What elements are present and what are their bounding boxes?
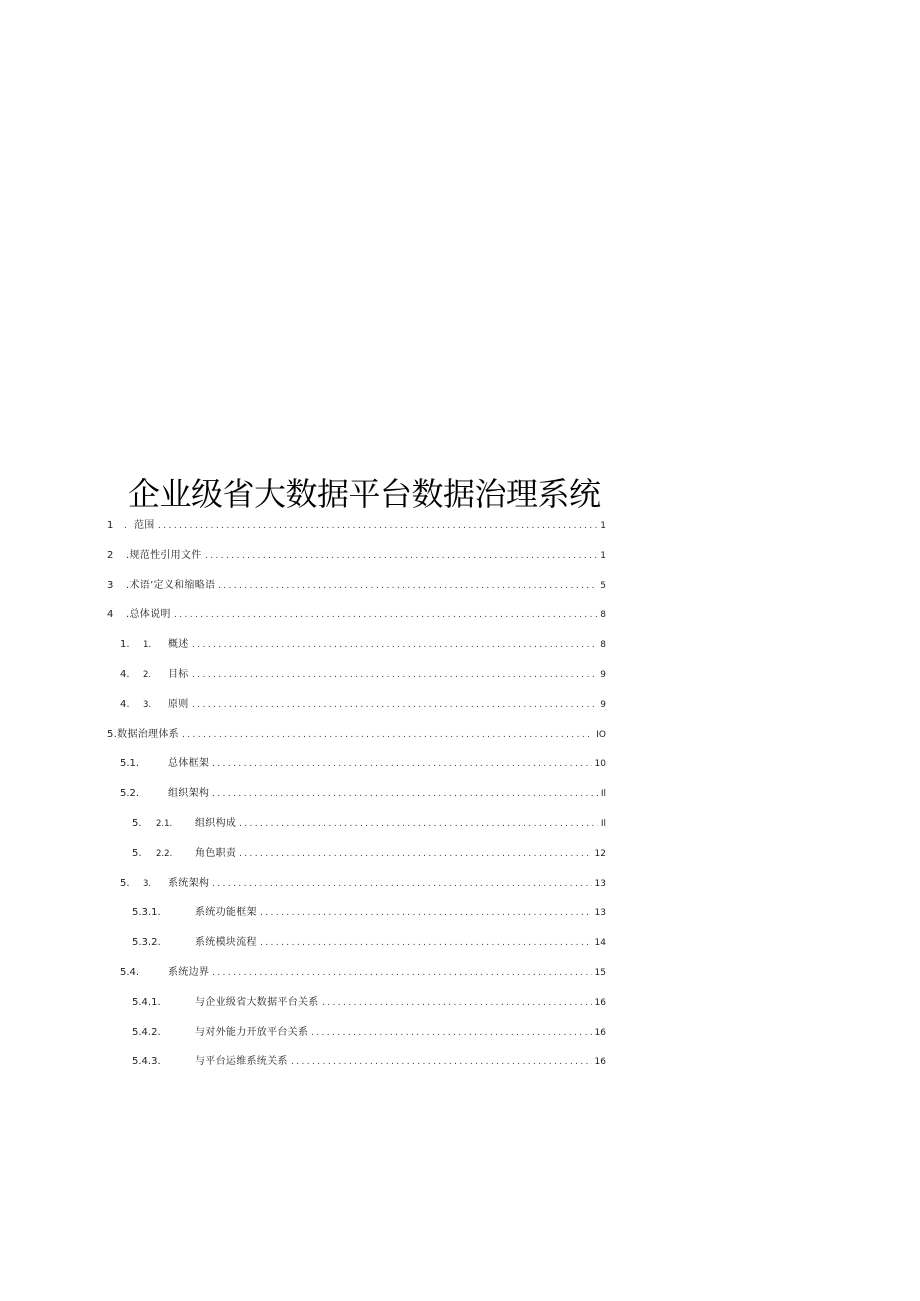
toc-leader-dots [322,996,592,1010]
toc-leader-dots [239,847,592,861]
toc-entry-page-number: 16 [594,1057,606,1068]
toc-entry-label: 目标 [168,669,189,680]
toc-entry[interactable] [0,519,920,533]
toc-entry-label: 组织架构 [168,788,210,800]
toc-leader-dots [192,698,597,712]
toc-entry[interactable] [0,1026,920,1040]
toc-leader-dots [174,608,597,622]
toc-entry-subnumber: 3. [143,699,152,710]
toc-leader-dots [260,906,592,920]
toc-leader-dots [311,1026,592,1040]
toc-entry-label: 与企业级省大数据平台关系 [195,996,319,1008]
toc-entry-page-number: 9 [600,699,606,710]
toc-entry-page-number: 13 [594,878,606,889]
toc-entry-label: 系统功能框架 [195,907,257,919]
toc-entry-number: 5.3.1. [132,907,161,919]
toc-entry-label: 系统架构 [168,877,210,889]
toc-entry-page-number: 1 [600,521,606,531]
document-title: 企业级省大数据平台数据治理系统 [128,475,601,513]
toc-entry-number: 5.4. [120,967,140,978]
toc-entry-page-number: Il [600,819,606,829]
toc-entry-page-number: 12 [594,848,606,859]
toc-leader-dots [212,877,592,891]
toc-entry[interactable] [0,966,920,980]
toc-entry[interactable] [0,847,920,861]
toc-entry-number: 5. [132,818,142,829]
toc-leader-dots [212,787,598,801]
toc-leader-dots [158,519,597,533]
toc-leader-dots [192,668,597,682]
toc-entry[interactable] [0,757,920,771]
toc-entry-page-number: 15 [594,968,606,978]
toc-entry[interactable] [0,549,920,563]
toc-entry[interactable] [0,728,920,742]
toc-entry-label: 系统边界 [168,967,210,978]
toc-entry-number: 5.2. [120,788,140,800]
toc-entry-label: 原则 [168,698,189,710]
toc-entry[interactable] [0,817,920,831]
toc-entry-page-number: 5 [600,580,606,591]
toc-entry-page-number: 8 [600,610,606,621]
toc-entry-page-number: 16 [594,1027,606,1038]
toc-entry-subnumber: 3. [143,878,152,889]
toc-entry-number: 5.3.2. [132,937,161,949]
toc-entry-label: 总体框架 [168,758,210,770]
toc-entry-page-number: 1 [600,550,606,561]
toc-entry-number: 4 [107,609,114,621]
toc-entry-number: 5.4.1. [132,996,161,1008]
toc-entry[interactable] [0,996,920,1010]
toc-entry-number: 5. [120,877,130,889]
toc-entry[interactable] [0,787,920,801]
toc-entry-number: 4. [120,698,130,710]
toc-entry-page-number: 16 [594,997,606,1008]
toc-entry-label: 5.数据治理体系 [107,728,179,740]
toc-leader-dots [205,549,597,563]
toc-leader-dots [212,757,592,771]
toc-entry-label: 与平台运维系统关系 [195,1056,288,1068]
toc-leader-dots [218,579,597,593]
toc-entry-page-number: Il [600,789,606,800]
toc-entry-number: 5.4.2. [132,1026,161,1038]
toc-entry-number: 5.4.3. [132,1056,161,1068]
toc-leader-dots [239,817,598,831]
toc-entry-page-number: 10 [594,759,606,770]
toc-entry-number: 1. [120,639,130,651]
toc-entry[interactable] [0,936,920,950]
toc-leader-dots [291,1055,592,1069]
toc-entry-subnumber: 2. [143,670,152,680]
toc-entry-page-number: 14 [594,938,606,949]
toc-entry[interactable] [0,1055,920,1069]
toc-leader-dots [212,966,592,980]
toc-leader-dots [260,936,592,950]
toc-entry-number: 1 [107,520,114,531]
toc-entry[interactable] [0,608,920,622]
toc-entry-page-number: 9 [600,670,606,680]
toc-entry[interactable] [0,638,920,652]
toc-entry-label: 范围 [134,520,155,531]
toc-entry-subnumber: 2.1. [156,819,173,829]
toc-entry-number: 5.1. [120,758,140,770]
toc-entry-page-number: 13 [594,908,606,919]
toc-entry-label: .术语’定义和缩略语 [126,579,216,591]
toc-entry[interactable] [0,579,920,593]
toc-entry-label: .规范性引用文件 [126,549,202,561]
toc-entry[interactable] [0,877,920,891]
toc-entry-subnumber: 1. [143,640,152,651]
toc-leader-dots [182,728,593,742]
toc-leader-dots [192,638,597,652]
toc-entry-label: 角色职责 [195,847,237,859]
toc-entry-number: 3 [107,579,114,591]
toc-entry-page-number: IO [596,729,606,740]
toc-entry[interactable] [0,906,920,920]
toc-entry-number: 5. [132,847,142,859]
toc-entry-number: 2 [107,549,114,561]
toc-entry[interactable] [0,698,920,712]
toc-entry-label: 组织构成 [195,818,237,829]
toc-entry-label: .总体说明 [126,609,171,621]
toc-entry-label: 概述 [168,639,189,651]
toc-entry-subnumber: 2.2. [156,848,173,859]
toc-entry-number: 4. [120,669,130,680]
toc-entry-page-number: 8 [600,640,606,651]
toc-entry[interactable] [0,668,920,682]
toc-entry-label: 系统模块流程 [195,937,257,949]
toc-entry-subnumber: . [124,521,127,531]
toc-entry-label: 与对外能力开放平台关系 [195,1026,309,1038]
